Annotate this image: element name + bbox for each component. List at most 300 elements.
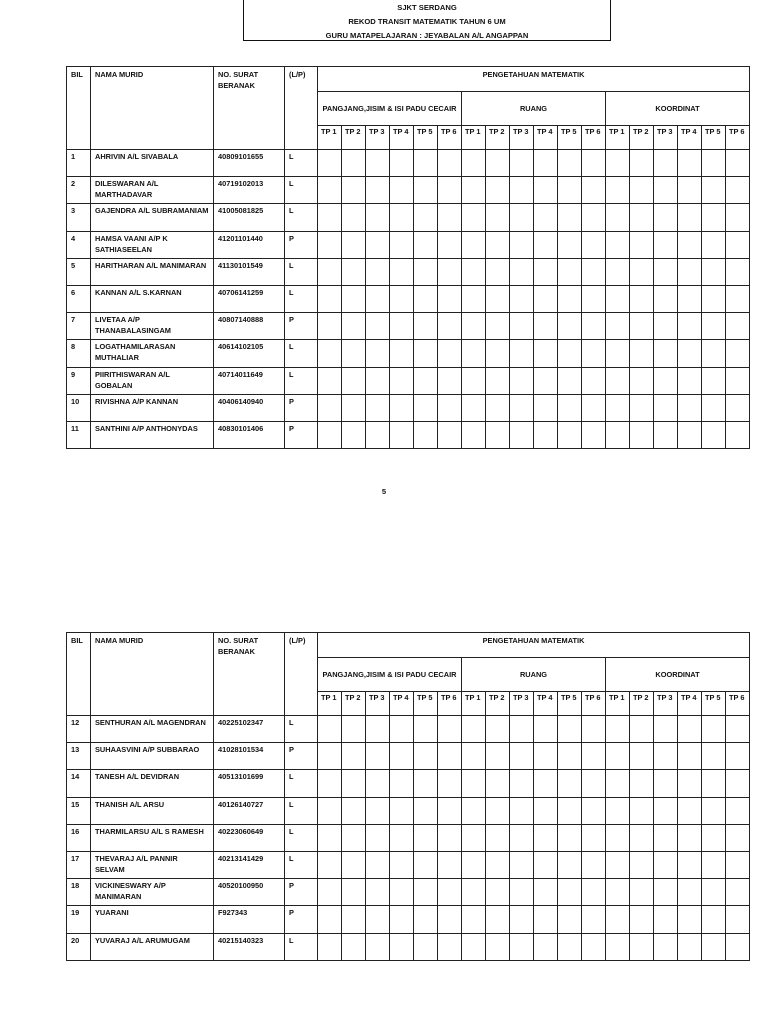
tp-mark-cell[interactable] bbox=[510, 421, 534, 448]
tp-mark-cell[interactable] bbox=[654, 394, 678, 421]
tp-mark-cell[interactable] bbox=[414, 313, 438, 340]
tp-mark-cell[interactable] bbox=[582, 258, 606, 285]
tp-mark-cell[interactable] bbox=[630, 204, 654, 231]
tp-mark-cell[interactable] bbox=[414, 824, 438, 851]
tp-mark-cell[interactable] bbox=[582, 204, 606, 231]
tp-mark-cell[interactable] bbox=[558, 394, 582, 421]
tp-mark-cell[interactable] bbox=[414, 906, 438, 933]
tp-mark-cell[interactable] bbox=[606, 150, 630, 177]
tp-mark-cell[interactable] bbox=[678, 340, 702, 367]
tp-mark-cell[interactable] bbox=[486, 421, 510, 448]
tp-mark-cell[interactable] bbox=[462, 231, 486, 258]
tp-mark-cell[interactable] bbox=[318, 340, 342, 367]
tp-mark-cell[interactable] bbox=[534, 797, 558, 824]
tp-mark-cell[interactable] bbox=[342, 906, 366, 933]
tp-mark-cell[interactable] bbox=[558, 285, 582, 312]
tp-mark-cell[interactable] bbox=[342, 797, 366, 824]
tp-mark-cell[interactable] bbox=[702, 313, 726, 340]
tp-mark-cell[interactable] bbox=[510, 313, 534, 340]
tp-mark-cell[interactable] bbox=[318, 204, 342, 231]
tp-mark-cell[interactable] bbox=[702, 258, 726, 285]
tp-mark-cell[interactable] bbox=[414, 285, 438, 312]
tp-mark-cell[interactable] bbox=[462, 879, 486, 906]
tp-mark-cell[interactable] bbox=[318, 879, 342, 906]
tp-mark-cell[interactable] bbox=[582, 906, 606, 933]
tp-mark-cell[interactable] bbox=[702, 851, 726, 878]
tp-mark-cell[interactable] bbox=[678, 150, 702, 177]
tp-mark-cell[interactable] bbox=[486, 285, 510, 312]
tp-mark-cell[interactable] bbox=[462, 770, 486, 797]
tp-mark-cell[interactable] bbox=[366, 258, 390, 285]
tp-mark-cell[interactable] bbox=[534, 906, 558, 933]
tp-mark-cell[interactable] bbox=[726, 177, 750, 204]
tp-mark-cell[interactable] bbox=[534, 824, 558, 851]
tp-mark-cell[interactable] bbox=[510, 824, 534, 851]
tp-mark-cell[interactable] bbox=[606, 313, 630, 340]
tp-mark-cell[interactable] bbox=[630, 231, 654, 258]
tp-mark-cell[interactable] bbox=[630, 824, 654, 851]
tp-mark-cell[interactable] bbox=[510, 150, 534, 177]
tp-mark-cell[interactable] bbox=[654, 906, 678, 933]
tp-mark-cell[interactable] bbox=[342, 770, 366, 797]
tp-mark-cell[interactable] bbox=[318, 743, 342, 770]
tp-mark-cell[interactable] bbox=[534, 258, 558, 285]
tp-mark-cell[interactable] bbox=[582, 716, 606, 743]
tp-mark-cell[interactable] bbox=[678, 394, 702, 421]
tp-mark-cell[interactable] bbox=[510, 177, 534, 204]
tp-mark-cell[interactable] bbox=[342, 150, 366, 177]
tp-mark-cell[interactable] bbox=[366, 340, 390, 367]
tp-mark-cell[interactable] bbox=[534, 340, 558, 367]
tp-mark-cell[interactable] bbox=[486, 367, 510, 394]
tp-mark-cell[interactable] bbox=[414, 716, 438, 743]
tp-mark-cell[interactable] bbox=[630, 743, 654, 770]
tp-mark-cell[interactable] bbox=[510, 367, 534, 394]
tp-mark-cell[interactable] bbox=[462, 367, 486, 394]
tp-mark-cell[interactable] bbox=[678, 231, 702, 258]
tp-mark-cell[interactable] bbox=[678, 177, 702, 204]
tp-mark-cell[interactable] bbox=[606, 231, 630, 258]
tp-mark-cell[interactable] bbox=[606, 824, 630, 851]
tp-mark-cell[interactable] bbox=[438, 716, 462, 743]
tp-mark-cell[interactable] bbox=[606, 797, 630, 824]
tp-mark-cell[interactable] bbox=[654, 824, 678, 851]
tp-mark-cell[interactable] bbox=[366, 285, 390, 312]
tp-mark-cell[interactable] bbox=[366, 906, 390, 933]
tp-mark-cell[interactable] bbox=[654, 204, 678, 231]
tp-mark-cell[interactable] bbox=[726, 258, 750, 285]
tp-mark-cell[interactable] bbox=[630, 394, 654, 421]
tp-mark-cell[interactable] bbox=[726, 879, 750, 906]
tp-mark-cell[interactable] bbox=[678, 204, 702, 231]
tp-mark-cell[interactable] bbox=[726, 231, 750, 258]
tp-mark-cell[interactable] bbox=[654, 716, 678, 743]
tp-mark-cell[interactable] bbox=[654, 313, 678, 340]
tp-mark-cell[interactable] bbox=[486, 258, 510, 285]
tp-mark-cell[interactable] bbox=[726, 285, 750, 312]
tp-mark-cell[interactable] bbox=[438, 421, 462, 448]
tp-mark-cell[interactable] bbox=[438, 797, 462, 824]
tp-mark-cell[interactable] bbox=[582, 394, 606, 421]
tp-mark-cell[interactable] bbox=[462, 851, 486, 878]
tp-mark-cell[interactable] bbox=[558, 851, 582, 878]
tp-mark-cell[interactable] bbox=[654, 879, 678, 906]
tp-mark-cell[interactable] bbox=[630, 906, 654, 933]
tp-mark-cell[interactable] bbox=[390, 204, 414, 231]
tp-mark-cell[interactable] bbox=[678, 824, 702, 851]
tp-mark-cell[interactable] bbox=[582, 177, 606, 204]
tp-mark-cell[interactable] bbox=[534, 285, 558, 312]
tp-mark-cell[interactable] bbox=[726, 150, 750, 177]
tp-mark-cell[interactable] bbox=[390, 394, 414, 421]
tp-mark-cell[interactable] bbox=[366, 421, 390, 448]
tp-mark-cell[interactable] bbox=[702, 933, 726, 960]
tp-mark-cell[interactable] bbox=[678, 313, 702, 340]
tp-mark-cell[interactable] bbox=[342, 824, 366, 851]
tp-mark-cell[interactable] bbox=[534, 851, 558, 878]
tp-mark-cell[interactable] bbox=[630, 933, 654, 960]
tp-mark-cell[interactable] bbox=[390, 340, 414, 367]
tp-mark-cell[interactable] bbox=[606, 177, 630, 204]
tp-mark-cell[interactable] bbox=[654, 177, 678, 204]
tp-mark-cell[interactable] bbox=[342, 743, 366, 770]
tp-mark-cell[interactable] bbox=[486, 340, 510, 367]
tp-mark-cell[interactable] bbox=[486, 770, 510, 797]
tp-mark-cell[interactable] bbox=[510, 285, 534, 312]
tp-mark-cell[interactable] bbox=[678, 933, 702, 960]
tp-mark-cell[interactable] bbox=[582, 367, 606, 394]
tp-mark-cell[interactable] bbox=[558, 797, 582, 824]
tp-mark-cell[interactable] bbox=[702, 716, 726, 743]
tp-mark-cell[interactable] bbox=[726, 367, 750, 394]
tp-mark-cell[interactable] bbox=[462, 394, 486, 421]
tp-mark-cell[interactable] bbox=[414, 879, 438, 906]
tp-mark-cell[interactable] bbox=[606, 394, 630, 421]
tp-mark-cell[interactable] bbox=[702, 824, 726, 851]
tp-mark-cell[interactable] bbox=[534, 743, 558, 770]
tp-mark-cell[interactable] bbox=[606, 258, 630, 285]
tp-mark-cell[interactable] bbox=[342, 204, 366, 231]
tp-mark-cell[interactable] bbox=[726, 394, 750, 421]
tp-mark-cell[interactable] bbox=[654, 933, 678, 960]
tp-mark-cell[interactable] bbox=[726, 824, 750, 851]
tp-mark-cell[interactable] bbox=[462, 716, 486, 743]
tp-mark-cell[interactable] bbox=[414, 851, 438, 878]
tp-mark-cell[interactable] bbox=[414, 177, 438, 204]
tp-mark-cell[interactable] bbox=[366, 716, 390, 743]
tp-mark-cell[interactable] bbox=[630, 313, 654, 340]
tp-mark-cell[interactable] bbox=[438, 879, 462, 906]
tp-mark-cell[interactable] bbox=[510, 258, 534, 285]
tp-mark-cell[interactable] bbox=[654, 851, 678, 878]
tp-mark-cell[interactable] bbox=[678, 906, 702, 933]
tp-mark-cell[interactable] bbox=[702, 879, 726, 906]
tp-mark-cell[interactable] bbox=[534, 177, 558, 204]
tp-mark-cell[interactable] bbox=[414, 258, 438, 285]
tp-mark-cell[interactable] bbox=[390, 285, 414, 312]
tp-mark-cell[interactable] bbox=[462, 340, 486, 367]
tp-mark-cell[interactable] bbox=[318, 824, 342, 851]
tp-mark-cell[interactable] bbox=[462, 285, 486, 312]
tp-mark-cell[interactable] bbox=[414, 367, 438, 394]
tp-mark-cell[interactable] bbox=[366, 743, 390, 770]
tp-mark-cell[interactable] bbox=[654, 231, 678, 258]
tp-mark-cell[interactable] bbox=[702, 797, 726, 824]
tp-mark-cell[interactable] bbox=[702, 421, 726, 448]
tp-mark-cell[interactable] bbox=[342, 367, 366, 394]
tp-mark-cell[interactable] bbox=[606, 204, 630, 231]
tp-mark-cell[interactable] bbox=[510, 906, 534, 933]
tp-mark-cell[interactable] bbox=[558, 933, 582, 960]
tp-mark-cell[interactable] bbox=[414, 231, 438, 258]
tp-mark-cell[interactable] bbox=[534, 150, 558, 177]
tp-mark-cell[interactable] bbox=[606, 340, 630, 367]
tp-mark-cell[interactable] bbox=[654, 421, 678, 448]
tp-mark-cell[interactable] bbox=[438, 285, 462, 312]
tp-mark-cell[interactable] bbox=[366, 851, 390, 878]
tp-mark-cell[interactable] bbox=[510, 394, 534, 421]
tp-mark-cell[interactable] bbox=[462, 150, 486, 177]
tp-mark-cell[interactable] bbox=[582, 340, 606, 367]
tp-mark-cell[interactable] bbox=[534, 879, 558, 906]
tp-mark-cell[interactable] bbox=[510, 879, 534, 906]
tp-mark-cell[interactable] bbox=[702, 285, 726, 312]
tp-mark-cell[interactable] bbox=[726, 340, 750, 367]
tp-mark-cell[interactable] bbox=[342, 879, 366, 906]
tp-mark-cell[interactable] bbox=[318, 421, 342, 448]
tp-mark-cell[interactable] bbox=[390, 367, 414, 394]
tp-mark-cell[interactable] bbox=[390, 421, 414, 448]
tp-mark-cell[interactable] bbox=[390, 743, 414, 770]
tp-mark-cell[interactable] bbox=[582, 879, 606, 906]
tp-mark-cell[interactable] bbox=[558, 150, 582, 177]
tp-mark-cell[interactable] bbox=[726, 716, 750, 743]
tp-mark-cell[interactable] bbox=[654, 743, 678, 770]
tp-mark-cell[interactable] bbox=[366, 204, 390, 231]
tp-mark-cell[interactable] bbox=[414, 743, 438, 770]
tp-mark-cell[interactable] bbox=[582, 933, 606, 960]
tp-mark-cell[interactable] bbox=[414, 421, 438, 448]
tp-mark-cell[interactable] bbox=[342, 258, 366, 285]
tp-mark-cell[interactable] bbox=[606, 743, 630, 770]
tp-mark-cell[interactable] bbox=[702, 743, 726, 770]
tp-mark-cell[interactable] bbox=[438, 340, 462, 367]
tp-mark-cell[interactable] bbox=[534, 231, 558, 258]
tp-mark-cell[interactable] bbox=[630, 851, 654, 878]
tp-mark-cell[interactable] bbox=[486, 394, 510, 421]
tp-mark-cell[interactable] bbox=[390, 906, 414, 933]
tp-mark-cell[interactable] bbox=[606, 421, 630, 448]
tp-mark-cell[interactable] bbox=[390, 797, 414, 824]
tp-mark-cell[interactable] bbox=[678, 716, 702, 743]
tp-mark-cell[interactable] bbox=[390, 258, 414, 285]
tp-mark-cell[interactable] bbox=[726, 933, 750, 960]
tp-mark-cell[interactable] bbox=[342, 851, 366, 878]
tp-mark-cell[interactable] bbox=[654, 258, 678, 285]
tp-mark-cell[interactable] bbox=[462, 824, 486, 851]
tp-mark-cell[interactable] bbox=[438, 204, 462, 231]
tp-mark-cell[interactable] bbox=[318, 285, 342, 312]
tp-mark-cell[interactable] bbox=[342, 313, 366, 340]
tp-mark-cell[interactable] bbox=[678, 743, 702, 770]
tp-mark-cell[interactable] bbox=[438, 177, 462, 204]
tp-mark-cell[interactable] bbox=[654, 150, 678, 177]
tp-mark-cell[interactable] bbox=[510, 716, 534, 743]
tp-mark-cell[interactable] bbox=[486, 177, 510, 204]
tp-mark-cell[interactable] bbox=[534, 421, 558, 448]
tp-mark-cell[interactable] bbox=[462, 258, 486, 285]
tp-mark-cell[interactable] bbox=[318, 150, 342, 177]
tp-mark-cell[interactable] bbox=[318, 258, 342, 285]
tp-mark-cell[interactable] bbox=[678, 797, 702, 824]
tp-mark-cell[interactable] bbox=[318, 851, 342, 878]
tp-mark-cell[interactable] bbox=[654, 367, 678, 394]
tp-mark-cell[interactable] bbox=[534, 313, 558, 340]
tp-mark-cell[interactable] bbox=[606, 716, 630, 743]
tp-mark-cell[interactable] bbox=[702, 340, 726, 367]
tp-mark-cell[interactable] bbox=[606, 906, 630, 933]
tp-mark-cell[interactable] bbox=[630, 770, 654, 797]
tp-mark-cell[interactable] bbox=[630, 285, 654, 312]
tp-mark-cell[interactable] bbox=[558, 421, 582, 448]
tp-mark-cell[interactable] bbox=[582, 824, 606, 851]
tp-mark-cell[interactable] bbox=[582, 770, 606, 797]
tp-mark-cell[interactable] bbox=[726, 421, 750, 448]
tp-mark-cell[interactable] bbox=[462, 313, 486, 340]
tp-mark-cell[interactable] bbox=[726, 313, 750, 340]
tp-mark-cell[interactable] bbox=[510, 340, 534, 367]
tp-mark-cell[interactable] bbox=[486, 851, 510, 878]
tp-mark-cell[interactable] bbox=[534, 933, 558, 960]
tp-mark-cell[interactable] bbox=[582, 743, 606, 770]
tp-mark-cell[interactable] bbox=[702, 177, 726, 204]
tp-mark-cell[interactable] bbox=[342, 933, 366, 960]
tp-mark-cell[interactable] bbox=[534, 367, 558, 394]
tp-mark-cell[interactable] bbox=[558, 340, 582, 367]
tp-mark-cell[interactable] bbox=[726, 906, 750, 933]
tp-mark-cell[interactable] bbox=[318, 367, 342, 394]
tp-mark-cell[interactable] bbox=[462, 797, 486, 824]
tp-mark-cell[interactable] bbox=[366, 231, 390, 258]
tp-mark-cell[interactable] bbox=[390, 824, 414, 851]
tp-mark-cell[interactable] bbox=[366, 177, 390, 204]
tp-mark-cell[interactable] bbox=[462, 204, 486, 231]
tp-mark-cell[interactable] bbox=[558, 906, 582, 933]
tp-mark-cell[interactable] bbox=[414, 394, 438, 421]
tp-mark-cell[interactable] bbox=[318, 231, 342, 258]
tp-mark-cell[interactable] bbox=[318, 906, 342, 933]
tp-mark-cell[interactable] bbox=[558, 313, 582, 340]
tp-mark-cell[interactable] bbox=[558, 824, 582, 851]
tp-mark-cell[interactable] bbox=[486, 313, 510, 340]
tp-mark-cell[interactable] bbox=[558, 743, 582, 770]
tp-mark-cell[interactable] bbox=[702, 770, 726, 797]
tp-mark-cell[interactable] bbox=[462, 906, 486, 933]
tp-mark-cell[interactable] bbox=[678, 851, 702, 878]
tp-mark-cell[interactable] bbox=[414, 150, 438, 177]
tp-mark-cell[interactable] bbox=[414, 770, 438, 797]
tp-mark-cell[interactable] bbox=[366, 367, 390, 394]
tp-mark-cell[interactable] bbox=[510, 933, 534, 960]
tp-mark-cell[interactable] bbox=[702, 231, 726, 258]
tp-mark-cell[interactable] bbox=[510, 743, 534, 770]
tp-mark-cell[interactable] bbox=[318, 770, 342, 797]
tp-mark-cell[interactable] bbox=[342, 285, 366, 312]
tp-mark-cell[interactable] bbox=[318, 313, 342, 340]
tp-mark-cell[interactable] bbox=[438, 906, 462, 933]
tp-mark-cell[interactable] bbox=[678, 879, 702, 906]
tp-mark-cell[interactable] bbox=[582, 851, 606, 878]
tp-mark-cell[interactable] bbox=[606, 367, 630, 394]
tp-mark-cell[interactable] bbox=[510, 851, 534, 878]
tp-mark-cell[interactable] bbox=[438, 824, 462, 851]
tp-mark-cell[interactable] bbox=[486, 231, 510, 258]
tp-mark-cell[interactable] bbox=[462, 743, 486, 770]
tp-mark-cell[interactable] bbox=[438, 933, 462, 960]
tp-mark-cell[interactable] bbox=[558, 879, 582, 906]
tp-mark-cell[interactable] bbox=[438, 394, 462, 421]
tp-mark-cell[interactable] bbox=[366, 313, 390, 340]
tp-mark-cell[interactable] bbox=[510, 770, 534, 797]
tp-mark-cell[interactable] bbox=[414, 933, 438, 960]
tp-mark-cell[interactable] bbox=[534, 716, 558, 743]
tp-mark-cell[interactable] bbox=[726, 770, 750, 797]
tp-mark-cell[interactable] bbox=[366, 150, 390, 177]
tp-mark-cell[interactable] bbox=[414, 204, 438, 231]
tp-mark-cell[interactable] bbox=[390, 177, 414, 204]
tp-mark-cell[interactable] bbox=[606, 285, 630, 312]
tp-mark-cell[interactable] bbox=[390, 150, 414, 177]
tp-mark-cell[interactable] bbox=[438, 150, 462, 177]
tp-mark-cell[interactable] bbox=[606, 879, 630, 906]
tp-mark-cell[interactable] bbox=[438, 851, 462, 878]
tp-mark-cell[interactable] bbox=[366, 770, 390, 797]
tp-mark-cell[interactable] bbox=[534, 204, 558, 231]
tp-mark-cell[interactable] bbox=[390, 313, 414, 340]
tp-mark-cell[interactable] bbox=[510, 797, 534, 824]
tp-mark-cell[interactable] bbox=[558, 770, 582, 797]
tp-mark-cell[interactable] bbox=[702, 906, 726, 933]
tp-mark-cell[interactable] bbox=[318, 716, 342, 743]
tp-mark-cell[interactable] bbox=[678, 367, 702, 394]
tp-mark-cell[interactable] bbox=[582, 285, 606, 312]
tp-mark-cell[interactable] bbox=[486, 743, 510, 770]
tp-mark-cell[interactable] bbox=[582, 313, 606, 340]
tp-mark-cell[interactable] bbox=[630, 879, 654, 906]
tp-mark-cell[interactable] bbox=[438, 770, 462, 797]
tp-mark-cell[interactable] bbox=[486, 716, 510, 743]
tp-mark-cell[interactable] bbox=[486, 906, 510, 933]
tp-mark-cell[interactable] bbox=[702, 150, 726, 177]
tp-mark-cell[interactable] bbox=[726, 204, 750, 231]
tp-mark-cell[interactable] bbox=[630, 150, 654, 177]
tp-mark-cell[interactable] bbox=[438, 367, 462, 394]
tp-mark-cell[interactable] bbox=[390, 851, 414, 878]
tp-mark-cell[interactable] bbox=[558, 258, 582, 285]
tp-mark-cell[interactable] bbox=[702, 204, 726, 231]
tp-mark-cell[interactable] bbox=[318, 797, 342, 824]
tp-mark-cell[interactable] bbox=[534, 394, 558, 421]
tp-mark-cell[interactable] bbox=[678, 421, 702, 448]
tp-mark-cell[interactable] bbox=[342, 340, 366, 367]
tp-mark-cell[interactable] bbox=[390, 231, 414, 258]
tp-mark-cell[interactable] bbox=[438, 258, 462, 285]
tp-mark-cell[interactable] bbox=[318, 177, 342, 204]
tp-mark-cell[interactable] bbox=[558, 177, 582, 204]
tp-mark-cell[interactable] bbox=[486, 797, 510, 824]
tp-mark-cell[interactable] bbox=[606, 770, 630, 797]
tp-mark-cell[interactable] bbox=[342, 177, 366, 204]
